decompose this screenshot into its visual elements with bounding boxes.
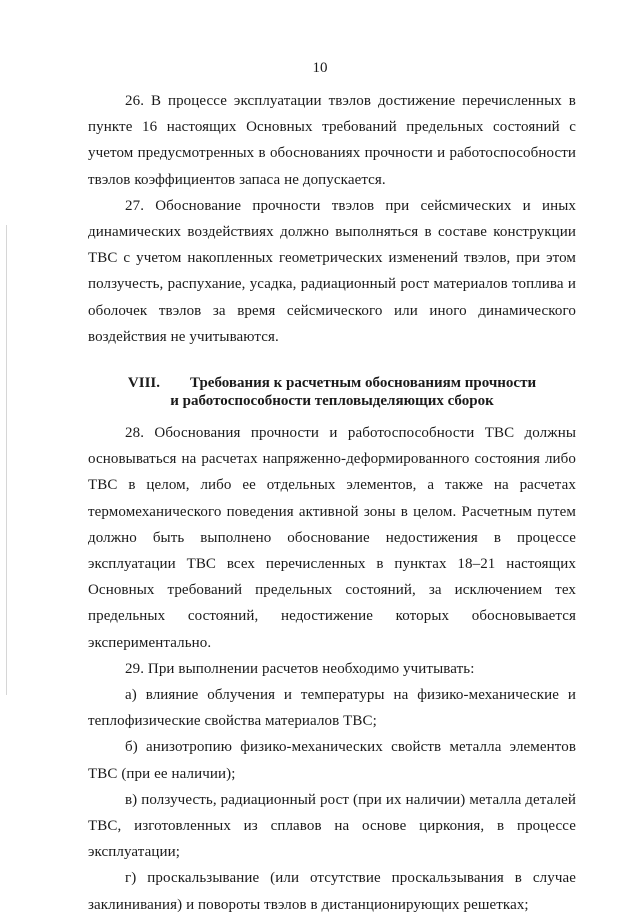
document-body (88, 88, 576, 918)
section-title-line1: Требования к расчетным обоснованиям прочности (190, 375, 537, 392)
section-heading (88, 374, 576, 410)
section-title-line2: и работоспособности тепловыделяющих сборок (170, 393, 494, 410)
section-number: VIII. (127, 375, 161, 392)
paragraph-26: 26. В процессе эксплуатации твэлов достижение перечисленных в пункте 16 настоящих Основных требований предельных состояний с учетом предусмотренных в обоснованиях прочности и работоспособности твэлов коэффициентов запаса не допускается. (88, 93, 576, 188)
paragraph-27: 27. Обоснование прочности твэлов при сейсмических и иных динамических воздействиях должно выполняться в составе конструкции ТВС с учетом накопленных геометрических изменений твэлов, при этом ползучесть, распухание, усадка, радиационный рост материалов топлива и оболочек твэлов за время сейсмического или иного динамического воздействия не учитываются. (88, 197, 576, 345)
paragraph-29-v: в) ползучесть, радиационный рост (при их наличии) металла деталей ТВС, изготовленных из сплавов на основе циркония, в процессе эксплуатации; (88, 791, 576, 861)
paragraph-29-g: г) проскальзывание (или отсутствие проскальзывания в случае заклинивания) и повороты твэлов в дистанционирующих решетках; (88, 870, 576, 913)
paragraph-29-a: а) влияние облучения и температуры на физико-механические и теплофизические свойства материалов ТВС; (88, 687, 576, 730)
paragraph-29-b: б) анизотропию физико-механических свойств металла элементов ТВС (при ее наличии); (88, 739, 576, 782)
paragraph-29: 29. При выполнении расчетов необходимо учитывать: (125, 660, 475, 677)
scan-edge-line (6, 225, 7, 695)
paragraph-28: 28. Обоснования прочности и работоспособности ТВС должны основываться на расчетах напряженно-деформированного состояния либо ТВС в целом, либо ее отдельных элементов, а также на расчетах термомеханического поведения активной зоны в целом. Расчетным путем должно быть выполнено обоснование недостижения в процессе эксплуатации ТВС всех перечисленных в пунктах 18–21 настоящих Основных требований предельных состояний, за исключением тех предельных состояний, недостижение которых обосновывается экспериментально. (88, 425, 576, 651)
page-number: 10 (312, 60, 328, 76)
